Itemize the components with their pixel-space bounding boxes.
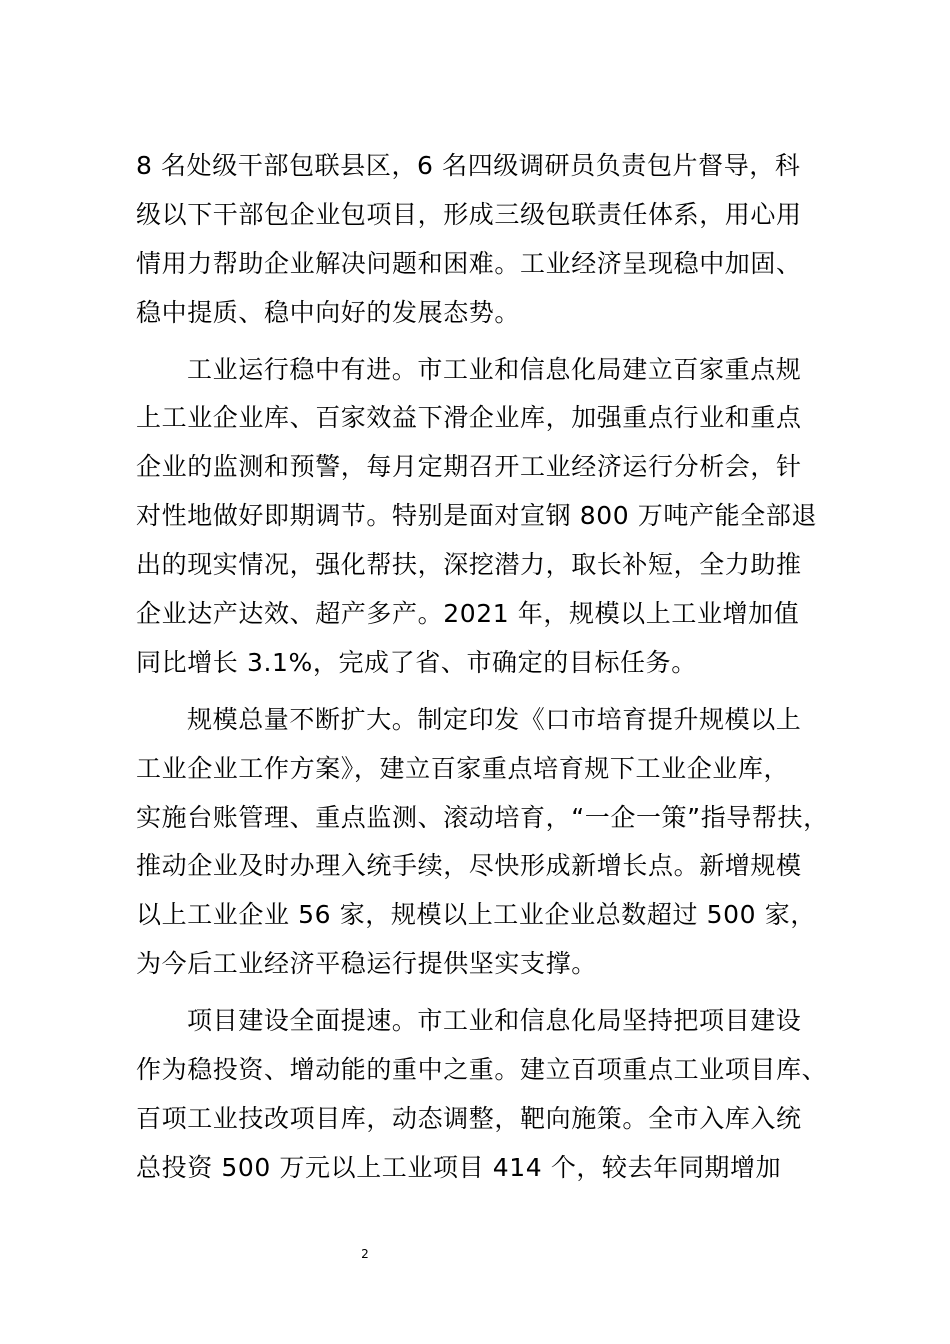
paragraph-3 bbox=[136, 696, 836, 989]
text-line: 以上工业企业 56 家，规模以上工业企业总数超过 500 家， bbox=[136, 900, 816, 930]
paragraph-2 bbox=[136, 346, 836, 688]
text-line: 级以下干部包企业包项目，形成三级包联责任体系，用心用 bbox=[136, 199, 802, 229]
text-line: 工业企业工作方案》，建立百家重点培育规下工业企业库， bbox=[136, 753, 790, 783]
text-line: 同比增长 3.1%，完成了省、市确定的目标任务。 bbox=[136, 647, 697, 677]
text-line: 对性地做好即期调节。特别是面对宣钢 800 万吨产能全部退 bbox=[136, 501, 818, 531]
text-line: 项目建设全面提速。市工业和信息化局坚持把项目建设 bbox=[187, 1006, 802, 1036]
paragraph-4 bbox=[136, 997, 836, 1193]
text-line: 百项工业技改项目库，动态调整，靶向施策。全市入库入统 bbox=[136, 1103, 802, 1133]
text-line: 企业达产达效、超产多产。2021 年，规模以上工业增加值 bbox=[136, 599, 800, 629]
text-line: 上工业企业库、百家效益下滑企业库，加强重点行业和重点 bbox=[136, 403, 802, 433]
text-line: 为今后工业经济平稳运行提供坚实支撑。 bbox=[136, 949, 597, 979]
text-line: 情用力帮助企业解决问题和困难。工业经济呈现稳中加固、 bbox=[136, 248, 802, 278]
text-line: 推动企业及时办理入统手续，尽快形成新增长点。新增规模 bbox=[136, 851, 802, 881]
text-line: 出的现实情况，强化帮扶，深挖潜力，取长补短，全力助推 bbox=[136, 550, 802, 580]
text-line: 8 名处级干部包联县区，6 名四级调研员负责包片督导，科 bbox=[136, 151, 801, 180]
page-number: 2 bbox=[361, 1247, 369, 1261]
paragraph-spacing bbox=[136, 989, 836, 997]
text-line: 企业的监测和预警，每月定期召开工业经济运行分析会，针 bbox=[136, 452, 802, 482]
paragraph-spacing bbox=[136, 338, 836, 346]
text-line: 稳中提质、稳中向好的发展态势。 bbox=[136, 297, 521, 327]
text-line: 实施台账管理、重点监测、滚动培育，“一企一策”指导帮扶， bbox=[136, 802, 829, 832]
text-line: 规模总量不断扩大。制定印发《口市培育提升规模以上 bbox=[187, 704, 802, 734]
body-text bbox=[136, 142, 836, 1193]
text-line: 作为稳投资、增动能的重中之重。建立百项重点工业项目库、 bbox=[136, 1055, 828, 1085]
text-line: 工业运行稳中有进。市工业和信息化局建立百家重点规 bbox=[187, 354, 802, 384]
paragraph-spacing bbox=[136, 688, 836, 696]
text-line: 总投资 500 万元以上工业项目 414 个，较去年同期增加 bbox=[136, 1152, 782, 1182]
paragraph-1 bbox=[136, 142, 836, 338]
